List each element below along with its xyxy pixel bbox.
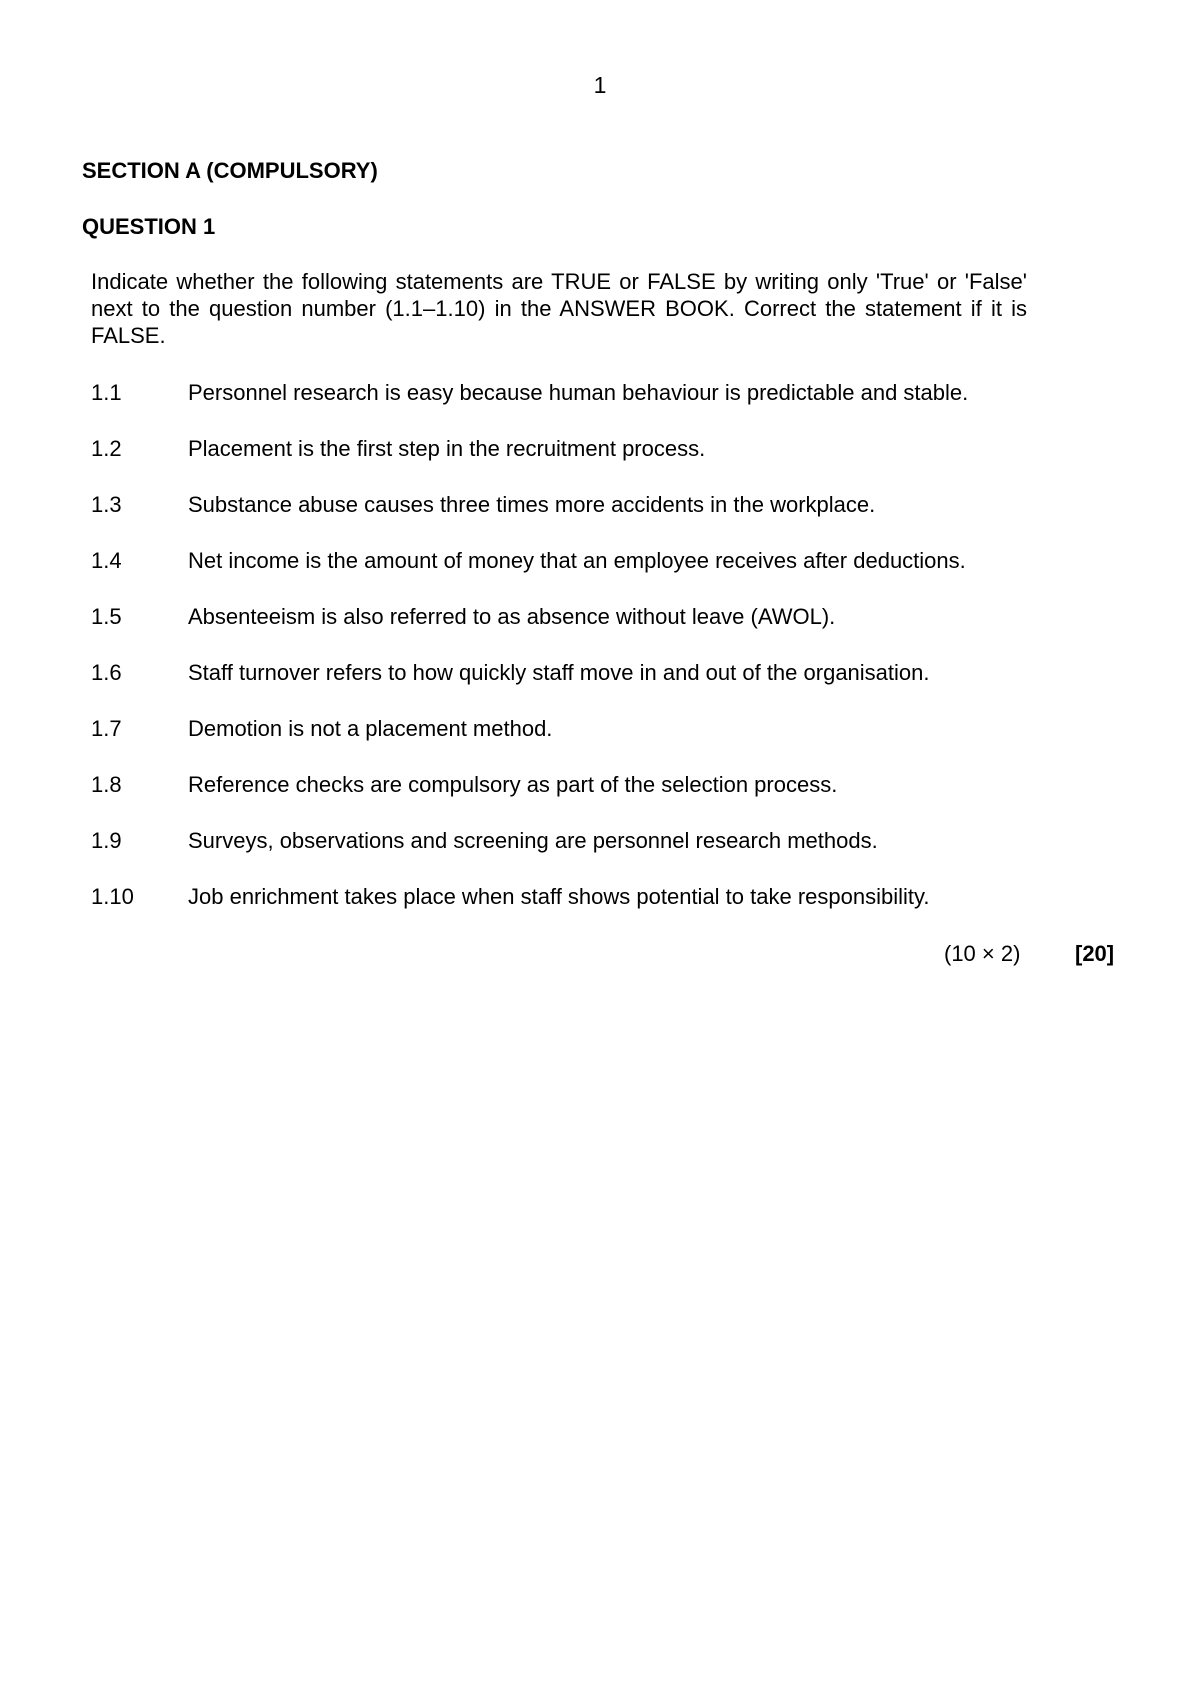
question-statement: Personnel research is easy because human behaviour is predictable and stable. <box>188 380 969 405</box>
question-number: 1.10 <box>91 884 134 909</box>
marks-formula: (10 × 2) <box>944 941 1021 966</box>
question-item-1-9 <box>91 827 1031 854</box>
question-item-1-5 <box>91 603 1031 630</box>
question-number: 1.2 <box>91 436 122 461</box>
section-heading: SECTION A (COMPULSORY) <box>82 158 378 183</box>
question-statement: Surveys, observations and screening are personnel research methods. <box>188 828 878 853</box>
question-number: 1.6 <box>91 660 122 685</box>
page-number: 1 <box>593 72 607 98</box>
question-number: 1.8 <box>91 772 122 797</box>
question-item-1-2 <box>91 435 1031 462</box>
question-statement: Placement is the first step in the recruitment process. <box>188 436 706 461</box>
question-number: 1.4 <box>91 548 122 573</box>
question-statement: Substance abuse causes three times more accidents in the workplace. <box>188 492 876 517</box>
question-number: 1.5 <box>91 604 122 629</box>
question-statement: Net income is the amount of money that an employee receives after deductions. <box>188 548 966 573</box>
question-number: 1.1 <box>91 380 122 405</box>
question-statement: Demotion is not a placement method. <box>188 716 553 741</box>
question-item-1-8 <box>91 771 1031 798</box>
question-item-1-10 <box>91 883 1031 910</box>
question-item-1-7 <box>91 715 1031 742</box>
question-item-1-1 <box>91 379 1031 406</box>
instructions-paragraph: Indicate whether the following statements are TRUE or FALSE by writing only 'True' or 'False' next to the question number (1.1–1.10) in the ANSWER BOOK. Correct the statement if it is FALSE. <box>91 269 1027 348</box>
question-heading: QUESTION 1 <box>82 214 216 239</box>
marks-total: [20] <box>1075 941 1115 966</box>
question-statement: Staff turnover refers to how quickly staff move in and out of the organisation. <box>188 660 930 685</box>
question-number: 1.9 <box>91 828 122 853</box>
question-item-1-6 <box>91 659 1031 686</box>
question-number: 1.3 <box>91 492 122 517</box>
question-statement: Absenteeism is also referred to as absence without leave (AWOL). <box>188 604 836 629</box>
question-item-1-3 <box>91 491 1031 518</box>
question-number: 1.7 <box>91 716 122 741</box>
question-statement: Reference checks are compulsory as part of the selection process. <box>188 772 838 797</box>
question-statement: Job enrichment takes place when staff shows potential to take responsibility. <box>188 884 930 909</box>
question-list <box>91 379 1031 910</box>
question-item-1-4 <box>91 547 1031 574</box>
